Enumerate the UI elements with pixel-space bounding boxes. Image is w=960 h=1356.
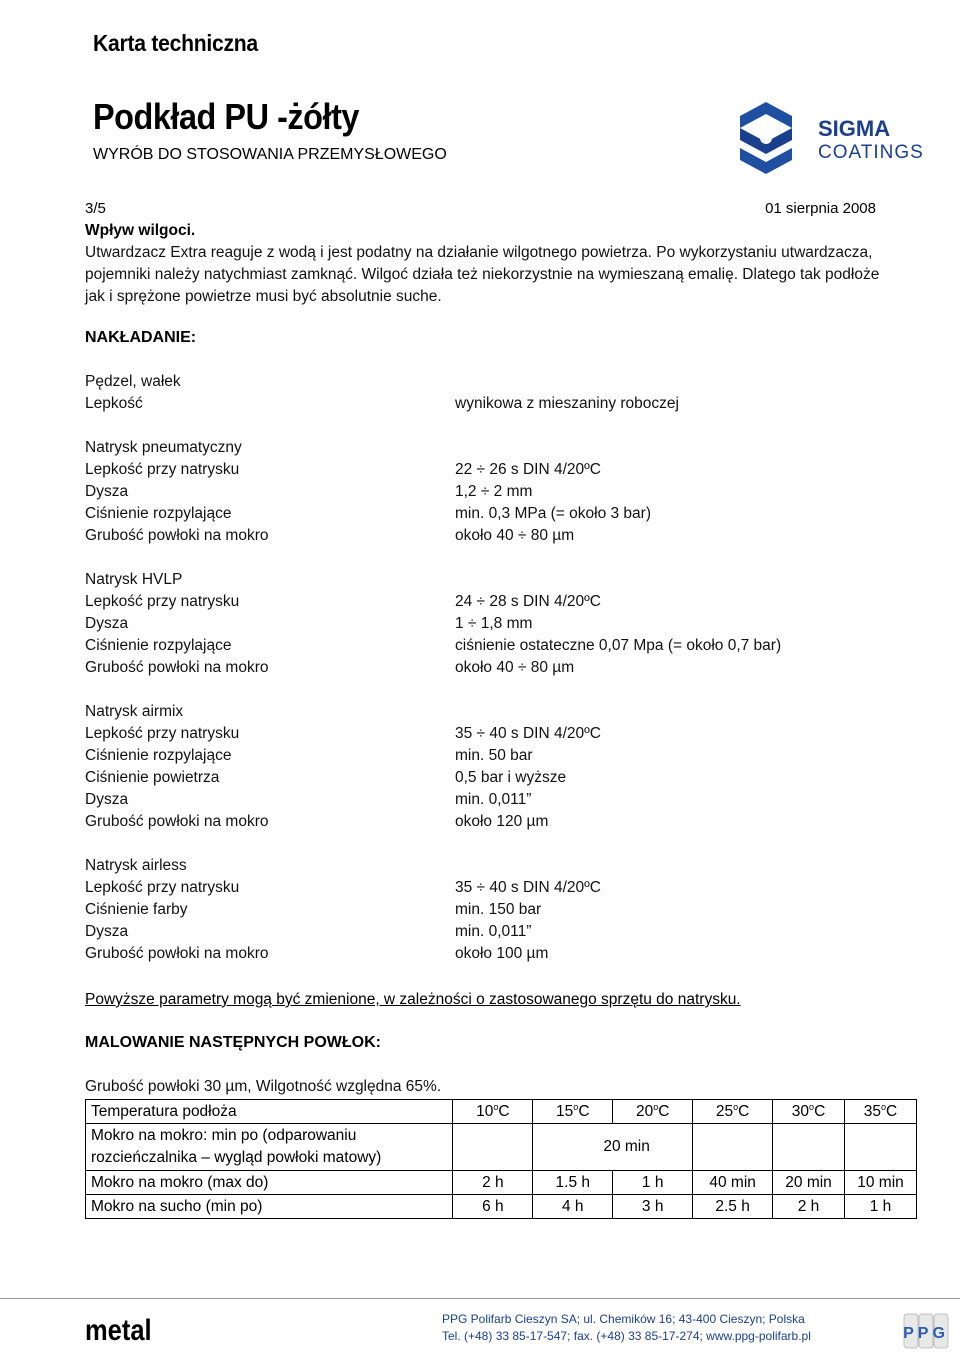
param-label: Ciśnienie powietrza — [85, 769, 220, 786]
param-label: Grubość powłoki na mokro — [85, 527, 269, 544]
logo-text-coatings: COATINGS — [818, 142, 924, 163]
temperature-header: 20$^o$C — [613, 1100, 693, 1124]
table-cell — [845, 1124, 917, 1171]
table-row — [86, 1195, 917, 1219]
table-cell: 2 h — [773, 1195, 845, 1219]
table-cell: 3 h — [613, 1195, 693, 1219]
table-header-label: Temperatura podłoża — [86, 1100, 453, 1124]
param-label: Lepkość przy natrysku — [85, 879, 240, 896]
ppg-logo-text: PPG — [903, 1325, 949, 1342]
param-label: Ciśnienie rozpylające — [85, 747, 232, 764]
param-label: Lepkość przy natrysku — [85, 593, 240, 610]
recoat-times-table — [85, 1099, 917, 1219]
param-value: około 40 ÷ 80 µm — [455, 659, 575, 676]
table-cell: 20 min — [773, 1171, 845, 1195]
footer-address: PPG Polifarb Cieszyn SA; ul. Chemików 16; 43-400 Cieszyn; Polska — [442, 1312, 805, 1326]
table-cell: 6 h — [453, 1195, 533, 1219]
param-value: 1,2 ÷ 2 mm — [455, 483, 533, 500]
param-label: Ciśnienie rozpylające — [85, 637, 232, 654]
parameters-note: Powyższe parametry mogą być zmienione, w zależności o zastosowanego sprzętu do natrysku. — [85, 991, 741, 1008]
table-row — [86, 1171, 917, 1195]
row-label-line: rozcieńczalnika – wygląd powłoki matowy) — [91, 1149, 382, 1166]
param-value: wynikowa z mieszaniny roboczej — [455, 395, 679, 412]
param-value: około 120 µm — [455, 813, 549, 830]
param-label: Lepkość przy natrysku — [85, 461, 240, 478]
group-title: Natrysk airmix — [85, 703, 184, 720]
param-value: 0,5 bar i wyższe — [455, 769, 567, 786]
param-label: Dysza — [85, 791, 129, 808]
table-cell: 1.5 h — [533, 1171, 613, 1195]
product-subtitle: WYRÓB DO STOSOWANIA PRZEMYSŁOWEGO — [93, 146, 447, 163]
table-cell: 1 h — [613, 1171, 693, 1195]
group-title: Natrysk pneumatyczny — [85, 439, 242, 456]
param-label: Grubość powłoki na mokro — [85, 813, 269, 830]
param-label: Grubość powłoki na mokro — [85, 659, 269, 676]
page-number: 3/5 — [85, 200, 106, 217]
table-cell: 4 h — [533, 1195, 613, 1219]
table-cell: 40 min — [693, 1171, 773, 1195]
table-cell — [693, 1124, 773, 1171]
temperature-header: 35$^o$C — [845, 1100, 917, 1124]
param-label: Dysza — [85, 483, 129, 500]
temperature-header: 25$^o$C — [693, 1100, 773, 1124]
ppg-logo — [902, 1312, 950, 1350]
footer-rule — [0, 1298, 960, 1299]
param-value: 22 ÷ 26 s DIN 4/20ºC — [455, 461, 601, 478]
table-cell: 2 h — [453, 1171, 533, 1195]
table-row — [86, 1124, 917, 1171]
table-cell — [773, 1124, 845, 1171]
group-title: Natrysk airless — [85, 857, 187, 874]
param-value: min. 50 bar — [455, 747, 533, 764]
recoat-heading: MALOWANIE NASTĘPNYCH POWŁOK: — [85, 1034, 381, 1051]
table-row-label: Mokro na sucho (min po) — [86, 1195, 453, 1219]
param-value: ciśnienie ostateczne 0,07 Mpa (= około 0,7 bar) — [455, 637, 782, 654]
table-cell: 20 min — [533, 1124, 693, 1171]
sigma-logo-mark — [740, 102, 792, 174]
footer-brand: metal — [85, 1314, 152, 1347]
param-value: 35 ÷ 40 s DIN 4/20ºC — [455, 879, 601, 896]
param-value: min. 0,3 MPa (= około 3 bar) — [455, 505, 651, 522]
table-cell: 2.5 h — [693, 1195, 773, 1219]
param-value: min. 0,011” — [455, 791, 532, 808]
param-label: Lepkość — [85, 395, 143, 412]
param-label: Grubość powłoki na mokro — [85, 945, 269, 962]
moisture-paragraph — [85, 242, 925, 308]
application-heading: NAKŁADANIE: — [85, 329, 197, 346]
sigma-coatings-logo — [736, 98, 926, 178]
table-cell: 10 min — [845, 1171, 917, 1195]
document-date: 01 sierpnia 2008 — [765, 200, 876, 217]
param-label: Lepkość przy natrysku — [85, 725, 240, 742]
param-label: Dysza — [85, 615, 129, 632]
param-value: min. 150 bar — [455, 901, 542, 918]
param-value: 24 ÷ 28 s DIN 4/20ºC — [455, 593, 601, 610]
row-label-line: Mokro na mokro: min po (odparowaniu — [91, 1127, 357, 1144]
temperature-header: 10$^o$C — [453, 1100, 533, 1124]
temperature-header: 15$^o$C — [533, 1100, 613, 1124]
param-label: Ciśnienie rozpylające — [85, 505, 232, 522]
table-header-row — [86, 1100, 917, 1124]
temperature-header: 30$^o$C — [773, 1100, 845, 1124]
param-value: około 40 ÷ 80 µm — [455, 527, 575, 544]
recoat-intro: Grubość powłoki 30 µm, Wilgotność względna 65%. — [85, 1078, 442, 1095]
footer-contact: Tel. (+48) 33 85-17-547; fax. (+48) 33 85-17-274; www.ppg-polifarb.pl — [442, 1329, 811, 1343]
param-value: min. 0,011” — [455, 923, 532, 940]
header-label: Karta techniczna — [93, 30, 258, 56]
table-row-label — [86, 1124, 453, 1171]
param-value: 1 ÷ 1,8 mm — [455, 615, 533, 632]
moisture-heading: Wpływ wilgoci. — [85, 222, 196, 239]
moisture-line: Utwardzacz Extra reaguje z wodą i jest podatny na działanie wilgotnego powietrza. Po wykorzystaniu utwardzacza, — [85, 244, 873, 261]
table-row-label: Mokro na mokro (max do) — [86, 1171, 453, 1195]
param-label: Ciśnienie farby — [85, 901, 188, 918]
param-value: 35 ÷ 40 s DIN 4/20ºC — [455, 725, 601, 742]
group-title: Natrysk HVLP — [85, 571, 183, 588]
param-label: Dysza — [85, 923, 129, 940]
table-cell: 1 h — [845, 1195, 917, 1219]
moisture-line: pojemniki należy natychmiast zamknąć. Wilgoć działa też niekorzystnie na wymieszaną emalię. Dlatego tak podłoże — [85, 266, 880, 283]
param-value: około 100 µm — [455, 945, 549, 962]
moisture-line: jak i sprężone powietrze musi być absolutnie suche. — [85, 288, 442, 305]
group-title: Pędzel, wałek — [85, 373, 181, 390]
product-title: Podkład PU -żółty — [93, 96, 359, 137]
table-cell — [453, 1124, 533, 1171]
logo-text-sigma: SIGMA — [818, 116, 891, 141]
